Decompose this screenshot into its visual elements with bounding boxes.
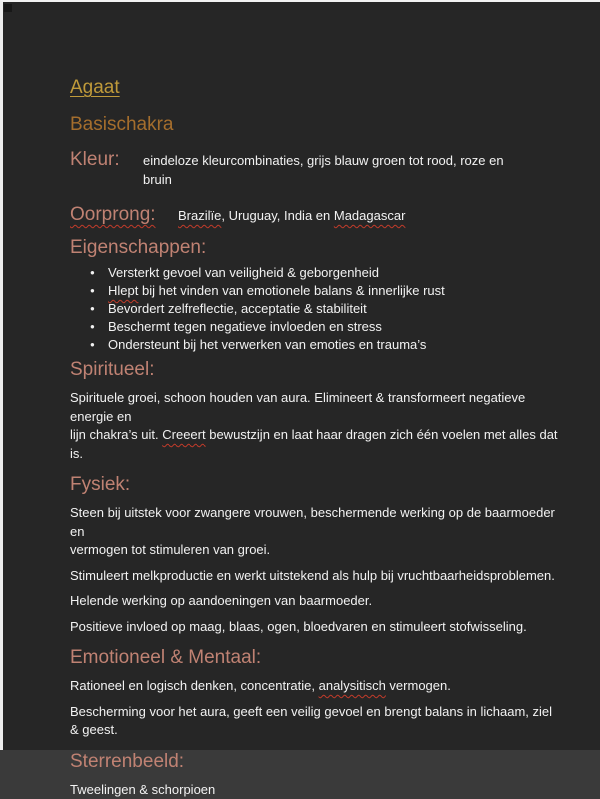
paragraph — [70, 592, 560, 611]
bullet-list-eigenschappen — [70, 264, 560, 354]
text-run: bewustzijn en laat haar dragen zich één voelen met alles dat is. — [70, 427, 558, 461]
text-run: vermogen. — [386, 678, 451, 693]
text-run: Helende werking op aandoeningen van baarmoeder. — [70, 593, 372, 608]
text-line — [70, 389, 560, 426]
text-line — [70, 541, 560, 560]
field-label-kleur: Kleur: — [70, 148, 143, 171]
text-run: lijn chakra’s uit. — [70, 427, 162, 442]
section-heading-fysiek: Fysiek: — [70, 473, 560, 496]
misspelled-word: Creeert — [162, 427, 205, 442]
bullet-dot-icon: ● — [90, 318, 108, 336]
text-run: vermogen tot stimuleren van groei. — [70, 542, 270, 557]
bullet-text — [108, 300, 367, 318]
text-run: bruin — [143, 172, 172, 187]
misspelled-word: Hlept — [108, 283, 138, 298]
text-line — [70, 426, 560, 463]
corner-artifact — [4, 4, 12, 12]
section-heading-sterrenbeeld: Sterrenbeeld: — [70, 750, 560, 773]
field-label-oorsprong: Oorprong: — [70, 203, 178, 226]
document-title: Agaat — [70, 76, 560, 99]
field-row-kleur — [70, 148, 560, 189]
text-line — [143, 170, 504, 189]
text-line — [70, 618, 560, 637]
field-value-oorsprong — [178, 206, 405, 225]
bullet-item — [90, 300, 560, 318]
field-row-oorsprong — [70, 203, 560, 226]
text-line — [70, 781, 560, 799]
text-line — [70, 567, 560, 586]
text-run: Positieve invloed op maag, blaas, ogen, bloedvaren en stimuleert stofwisseling. — [70, 619, 527, 634]
section-heading-emotioneel: Emotioneel & Mentaal: — [70, 646, 560, 669]
text-run: Spirituele groei, schoon houden van aura. Elimineert & transformeert negatieve energie en — [70, 390, 525, 424]
paragraph — [70, 567, 560, 586]
text-run: Bevordert zelfreflectie, acceptatie & stabiliteit — [108, 301, 367, 316]
field-value-kleur — [143, 151, 504, 189]
bullet-dot-icon: ● — [90, 336, 108, 354]
text-run: eindeloze kleurcombinaties, grijs blauw groen tot rood, roze en — [143, 153, 504, 168]
paragraph — [70, 677, 560, 696]
misspelled-word: Madagascar — [334, 208, 406, 223]
bullet-text — [108, 336, 426, 354]
text-run: Ondersteunt bij het verwerken van emoties en trauma’s — [108, 337, 426, 352]
section-heading-eigenschappen: Eigenschappen: — [70, 236, 560, 259]
text-line — [70, 504, 560, 541]
misspelled-word: Brazilïe — [178, 208, 221, 223]
text-run: bij het vinden van emotionele balans & innerlijke rust — [138, 283, 444, 298]
bullet-item — [90, 336, 560, 354]
bullet-text — [108, 282, 445, 300]
text-line — [70, 677, 560, 696]
paragraph — [70, 504, 560, 560]
bullet-text — [108, 318, 382, 336]
text-run: Beschermt tegen negatieve invloeden en stress — [108, 319, 382, 334]
text-run: Steen bij uitstek voor zwangere vrouwen, beschermende werking op de baarmoeder en — [70, 505, 555, 539]
bullet-dot-icon: ● — [90, 282, 108, 300]
section-heading-spiritueel: Spiritueel: — [70, 358, 560, 381]
misspelled-word: analysitisch — [319, 678, 386, 693]
document-subtitle: Basischakra — [70, 113, 560, 136]
bullet-item — [90, 264, 560, 282]
text-run: Stimuleert melkproductie en werkt uitstekend als hulp bij vruchtbaarheidsproblemen. — [70, 568, 555, 583]
bullet-text — [108, 264, 379, 282]
text-run: , Uruguay, India en — [221, 208, 334, 223]
paragraph — [70, 389, 560, 463]
paragraph — [70, 618, 560, 637]
text-line — [70, 703, 560, 740]
bullet-item — [90, 282, 560, 300]
bullet-dot-icon: ● — [90, 264, 108, 282]
text-line — [143, 151, 504, 170]
paragraph — [70, 703, 560, 740]
bullet-item — [90, 318, 560, 336]
text-line — [178, 206, 405, 225]
document-content — [3, 2, 600, 799]
bullet-dot-icon: ● — [90, 300, 108, 318]
text-run: Versterkt gevoel van veiligheid & geborgenheid — [108, 265, 379, 280]
text-run: Tweelingen & schorpioen — [70, 782, 215, 797]
text-run: Bescherming voor het aura, geeft een veilig gevoel en brengt balans in lichaam, ziel & geest. — [70, 704, 552, 738]
text-line — [70, 592, 560, 611]
text-run: Rationeel en logisch denken, concentratie, — [70, 678, 319, 693]
paragraph — [70, 781, 560, 799]
